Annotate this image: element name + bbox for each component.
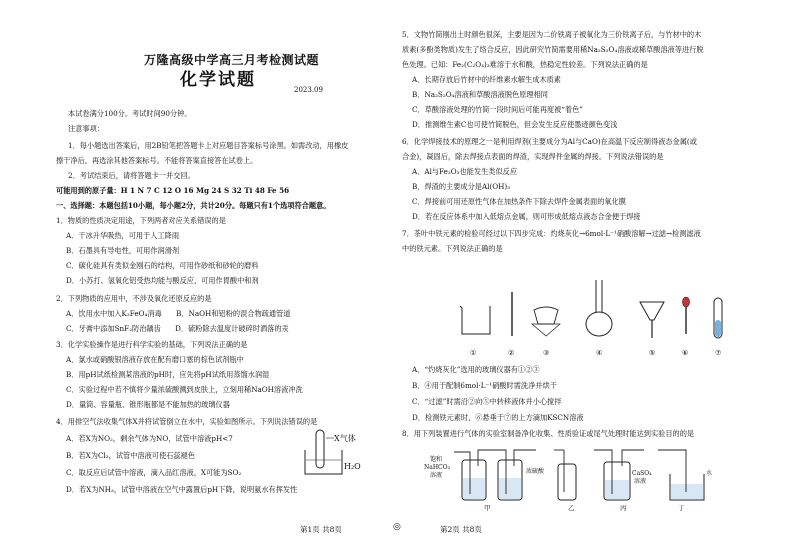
q3-stem: 3．化学实验操作是进行科学实验的基础，下列说法正确的是 (56, 340, 248, 349)
caption-jia: 甲 (484, 504, 491, 512)
dropper-icon (683, 297, 690, 307)
q5-stem-2: 质素(多酚类物质)发生了络合反应，因此研究竹简需要用稀Na₂S₂O₄溶液或稀草酸溶液等进行脱 (402, 45, 704, 54)
notice-2: 2．考试结束后，请将答题卡一并交回。 (68, 171, 195, 180)
label-1: ① (470, 348, 477, 357)
reagent-1b: NaHCO₃ (424, 464, 450, 471)
q6-c: C．焊接前可用还原性气体在加热条件下除去焊件金属表面的氧化膜 (412, 197, 626, 206)
q6-stem-1: 6．化学焊接技术的原理之一是利用焊剂(主要成分为Al与CaO)在高温下反应制得液态金属(或 (402, 137, 697, 146)
q7-c: C．“过滤”时需沿②向⑤中转移液体并小心搅拌 (412, 397, 562, 406)
caption-yi: 乙 (568, 504, 575, 512)
q5-b: B．Na₂S₂O₄溶液和草酸溶液脱色原理相同 (412, 90, 548, 99)
crucible-icon (534, 307, 558, 324)
notice-1-cont: 擦干净后，再选涂其他答案标号。不能将答案直接答在试卷上。 (56, 156, 258, 165)
label-5: ⑤ (649, 348, 656, 357)
right-page (402, 0, 782, 560)
q3-b: B．用pH试纸检测某溶液的pH时，应先将pH试纸用蒸馏水润湿 (66, 370, 270, 379)
q6-d: D．若在反应体系中加入低熔点金属，则可形成低熔点液态合金便于焊接 (412, 212, 641, 221)
label-3: ③ (543, 348, 550, 357)
caption-ding: 丁 (678, 504, 685, 512)
school-title: 万隆高级中学高三月考检测试题 (144, 53, 320, 67)
reagent-3b: 溶液 (634, 478, 647, 485)
q5-c: C．草酸溶液处理的竹简一段时间后可能再度被“着色” (412, 105, 583, 114)
water-label: H₂O (344, 462, 361, 471)
reagent-4: 水 (706, 470, 713, 477)
notice-heading: 注意事项： (68, 124, 104, 133)
q4-c: C．取反应后试管中溶液，滴入品红溶液，X可能为SO₂ (66, 468, 242, 477)
reagent-3a: CaSO₄ (632, 470, 652, 477)
q7-b: B．④用于配制6mol·L⁻¹硝酸时需洗净并烘干 (412, 381, 557, 390)
footer-left-page-number: 第1页 共8页 (300, 525, 342, 534)
q8-apparatus-figure (454, 444, 744, 506)
label-6: ⑥ (682, 348, 689, 357)
exam-date: 2023.09 (294, 86, 323, 94)
collection-bottle (558, 464, 576, 500)
q4-b: B．若X为Cl₂，试管中溶液可使石蕊褪色 (66, 451, 195, 460)
q7-stem-2: 中的铁元素。下列说法正确的是 (402, 244, 503, 253)
q2-cd: C．牙膏中添加SnF₂防治龋齿 D．硫粉除去温度计破碎时洒落的汞 (66, 324, 289, 333)
q6-stem-2: 合金)，凝固后，除去焊接点表面的焊渣，实现焊件金属的焊接。下列说法错误的是 (402, 152, 664, 161)
q4-d: D．若X为NH₃，试管中溶液在空气中露置后pH下降，说明氨水有挥发性 (66, 485, 298, 494)
reagent-1a: 饱和 (430, 456, 443, 463)
q5-d: D．推测维生素C也可使竹简脱色，但会发生反应使墨迹颜色变浅 (412, 120, 618, 129)
left-page (56, 0, 392, 560)
label-2: ② (508, 348, 515, 357)
funnel-icon (640, 302, 664, 320)
label-4: ④ (596, 348, 603, 357)
q1-d: D．小苏打、氢氧化铝受热均能与酸反应，可用作胃酸中和剂 (66, 276, 259, 285)
section-heading: 一、选择题：本题包括10小题，每小题2分，共计20分。每题只有1个选项符合题意。 (56, 201, 331, 210)
notice-1: 1．每小题选出答案后，用2B铅笔把答题卡上对应题目答案标号涂黑。如需改动，用橡皮 (68, 141, 349, 150)
inverted-test-tube (316, 430, 324, 468)
atomic-masses: 可能用到的原子量：H 1 N 7 C 12 O 16 Mg 24 S 32 Ti 48 Fe 56 (56, 186, 290, 195)
q3-d: D．量筒、容量瓶、锥形瓶都是不能加热的玻璃仪器 (66, 400, 230, 409)
volumetric-flask-icon (586, 312, 612, 336)
q7-d: D．检测铁元素时，⑥悬垂于⑦的上方滴加KSCN溶液 (412, 413, 584, 422)
q7-apparatus-figure (450, 262, 750, 344)
gas-label: X气体 (334, 434, 356, 443)
label-7: ⑦ (715, 348, 722, 357)
q5-stem-1: 5．文物竹简刚出土时颜色很深，主要是因为二价铁离子被氧化为三价铁离子后，与竹材中的木 (402, 30, 702, 39)
q5-a: A．长期存放后竹材中的纤维素水解生成木质素 (412, 75, 561, 84)
q7-stem-1: 7．茶叶中铁元素的检验可经过以下四步完成：灼烧灰化→6mol·L⁻¹硝酸溶解→过滤→检测滤液 (402, 229, 701, 238)
q3-a: A．氯水或硝酸银溶液存放在配有磨口塞的棕色试剂瓶中 (66, 355, 244, 364)
caption-bing: 丙 (620, 504, 627, 512)
q3-c: C．实验过程中若不慎将少量浓硫酸溅到皮肤上，立刻用稀NaOH溶液冲洗 (66, 385, 303, 394)
reagent-2: 浓硫酸 (526, 468, 545, 475)
beaker-icon (460, 306, 490, 334)
q4-stem: 4．用排空气法收集气体X并将试管倒立在水中，实验如图所示。下列说法错误的是 (56, 417, 318, 426)
q1-c: C．碳化硅具有类似金刚石的结构，可用作砂纸和砂轮的磨料 (66, 261, 259, 270)
q4-a: A．若X为NO₂，剩余气体为NO，试管中溶液pH<7 (66, 434, 233, 443)
q1-b: B．石墨具有导电性，可用作润滑剂 (66, 246, 180, 255)
q7-a: A．“灼烧灰化”选用的玻璃仪器有①②③ (412, 365, 540, 374)
q2-stem: 2．下列物质的应用中，不涉及氧化还原反应的是 (56, 294, 212, 303)
reagent-1c: 溶液 (430, 472, 443, 479)
q6-a: A．Al与Fe₂O₃也能发生类似反应 (412, 167, 518, 176)
footer-right-page-number: 第2页 共8页 (440, 525, 482, 534)
q8-stem: 8．用下列装置进行气体的实验室制备净化收集、性质验证或尾气处理时能达到实验目的的是 (402, 429, 695, 438)
exam-info: 本试卷满分100分。考试时间90分钟。 (68, 109, 192, 118)
subject-title: 化学试题 (180, 70, 256, 90)
footer-divider: ◎ (393, 522, 401, 532)
q1-a: A．干冰升华吸热，可用于人工降雨 (66, 231, 180, 240)
q2-ab: A．饮用水中加入K₂FeO₄消毒 B．NaOH和铝粉的混合物疏通管道 (66, 309, 291, 318)
q6-b: B．焊渣的主要成分是Al(OH)₃ (412, 182, 511, 191)
q1-stem: 1．物质的性质决定用途，下列两者对应关系错误的是 (56, 216, 226, 225)
q5-stem-3: 色处理。已知：Fe₂(C₂O₄)₃难溶于水和酸，热稳定性较差。下列说法正确的是 (402, 60, 648, 69)
